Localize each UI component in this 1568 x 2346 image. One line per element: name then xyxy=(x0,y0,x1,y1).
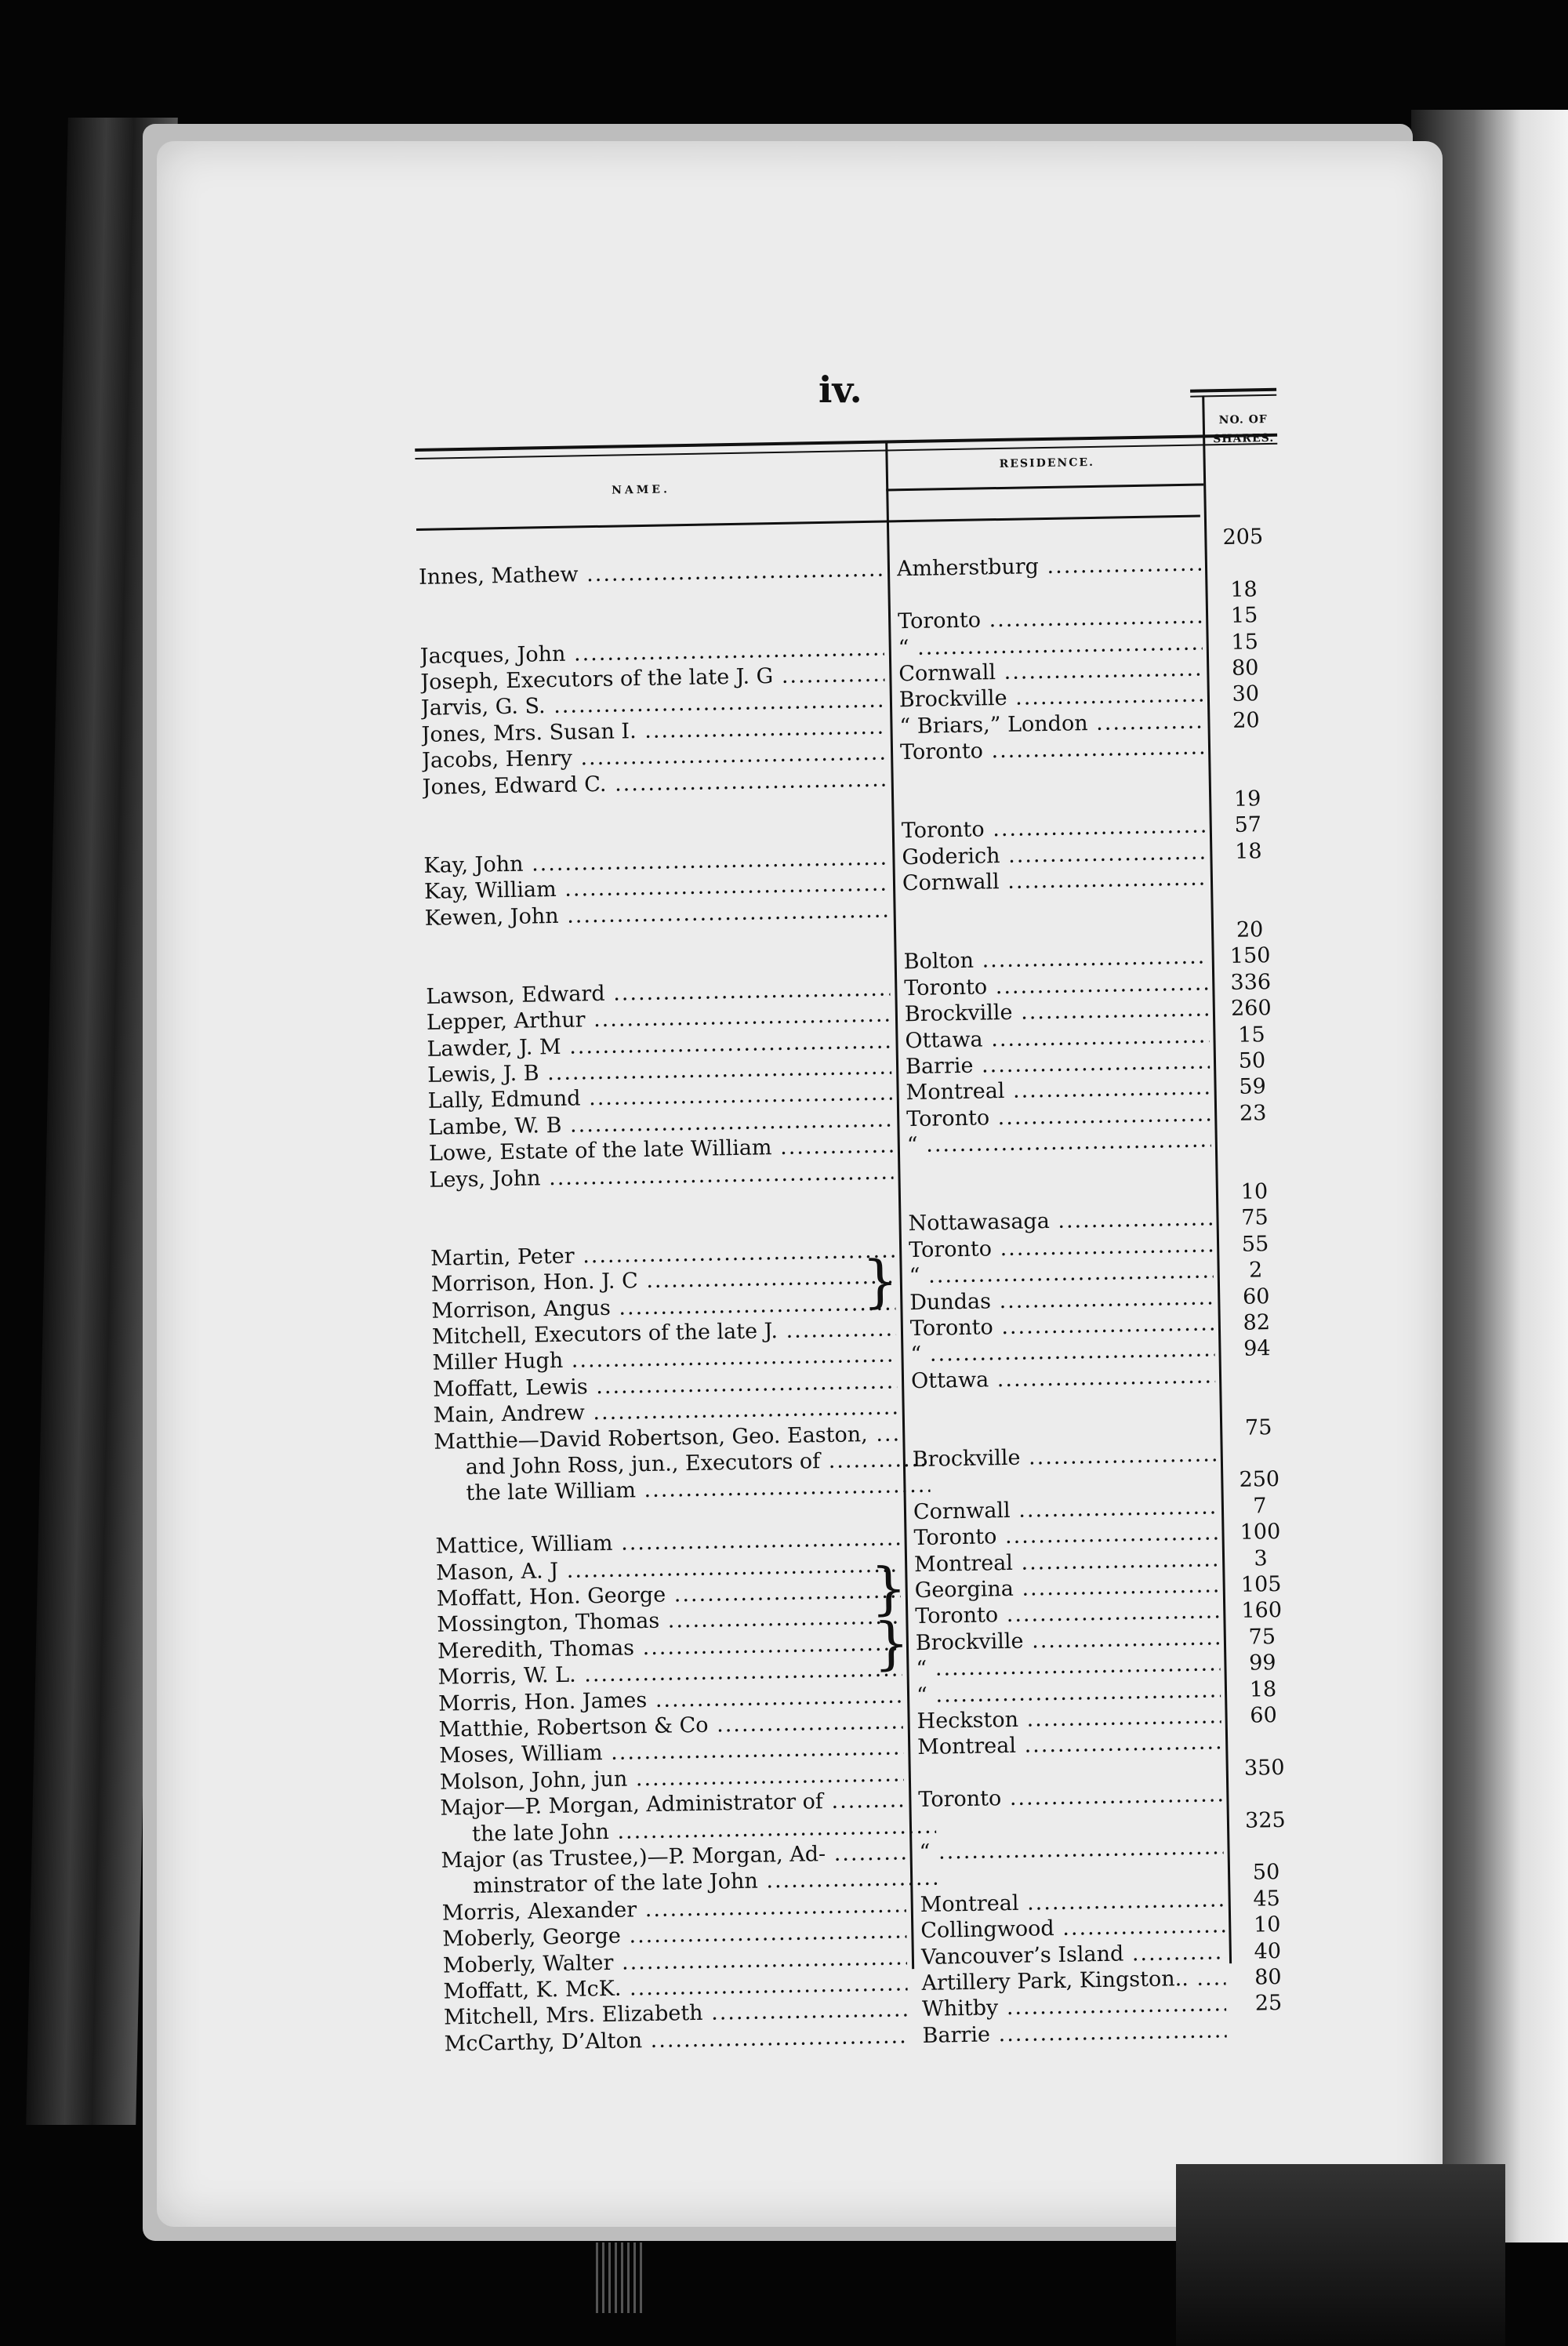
residence: Whitby ..... xyxy=(922,1992,1226,2023)
share-count: 18 xyxy=(1234,839,1262,864)
residence: Georgina ..... xyxy=(914,1573,1218,1603)
shareholder-name: Kay, William ..... xyxy=(424,872,888,905)
residence: Montreal ..... xyxy=(917,1730,1221,1761)
shareholder-name: Moses, William ..... xyxy=(439,1736,903,1769)
residence: Nottawasaga ..... xyxy=(908,1207,1212,1237)
shareholder-name: Lambe, W. B ..... xyxy=(428,1107,892,1140)
share-count: 325 xyxy=(1244,1807,1286,1833)
shareholder-name: Morrison, Hon. J. C ..... xyxy=(431,1265,895,1298)
shareholder-name: Morrison, Angus ..... xyxy=(431,1291,895,1324)
share-count: 10 xyxy=(1240,1179,1269,1204)
residence: Brockville ..... xyxy=(905,997,1209,1028)
share-count: 19 xyxy=(1233,786,1261,812)
shareholder-name: Kay, John ..... xyxy=(423,845,887,878)
shareholder-name: Mitchell, Executors of the late J. ..... xyxy=(432,1316,896,1349)
shareholder-name: Morris, W. L. ..... xyxy=(437,1658,902,1690)
share-count: 55 xyxy=(1241,1231,1269,1257)
residence: Toronto ..... xyxy=(910,1311,1214,1342)
shareholder-name: Martin, Peter ..... xyxy=(430,1238,895,1271)
shareholder-name: Lepper, Arthur ..... xyxy=(426,1003,891,1036)
share-count: 205 xyxy=(1222,525,1264,550)
share-count: 80 xyxy=(1231,656,1259,681)
header-shares-line2: SHARES. xyxy=(1213,431,1275,446)
brace-matthie: } xyxy=(862,1247,899,1315)
shareholder-name: Morris, Hon. James ..... xyxy=(438,1683,902,1716)
header-name: NAME. xyxy=(612,483,671,497)
shareholder-name: Molson, John, jun ..... xyxy=(440,1762,904,1795)
share-count: 75 xyxy=(1241,1205,1269,1231)
residence: “ ..... xyxy=(909,1259,1213,1290)
shareholder-name: Innes, Mathew ..... xyxy=(419,557,883,590)
shareholder-name: Kewen, John ..... xyxy=(424,898,888,931)
share-count xyxy=(1214,865,1283,866)
residence: Toronto ..... xyxy=(902,814,1206,844)
residence: Artillery Park, Kingston.. ..... xyxy=(921,1966,1225,1996)
residence: Barrie ..... xyxy=(906,1049,1210,1080)
share-count: 150 xyxy=(1229,943,1271,969)
shareholder-name: minstrator of the late John ..... xyxy=(441,1866,937,1900)
shareholder-name: Leys, John ..... xyxy=(429,1160,893,1193)
header-shares xyxy=(1208,410,1279,449)
share-count: 20 xyxy=(1236,917,1264,942)
shareholder-name: Jacobs, Henry ..... xyxy=(422,741,886,774)
shareholder-name: Mason, A. J ..... xyxy=(436,1552,900,1585)
share-count xyxy=(1224,1441,1293,1443)
share-count: 20 xyxy=(1232,708,1260,733)
scan-shadow-bottom xyxy=(1176,2164,1505,2346)
share-count xyxy=(1229,1729,1298,1730)
residence: Cornwall ..... xyxy=(913,1494,1218,1525)
shareholder-name: Moffatt, Lewis ..... xyxy=(433,1369,897,1402)
residence: Toronto ..... xyxy=(900,735,1204,766)
shareholder-name: Lawder, J. M ..... xyxy=(426,1029,891,1062)
share-count: 59 xyxy=(1239,1074,1267,1100)
share-count: 260 xyxy=(1230,996,1272,1022)
share-count: 18 xyxy=(1230,577,1258,602)
shareholder-name: Joseph, Executors of the late J. G ..... xyxy=(420,663,884,695)
shareholder-name: Main, Andrew ..... xyxy=(433,1396,897,1429)
residence: Brockville ..... xyxy=(913,1442,1217,1473)
residence: Goderich ..... xyxy=(902,840,1206,870)
shareholder-name: and John Ross, jun., Executors of ..... xyxy=(434,1447,930,1481)
share-count: 75 xyxy=(1248,1624,1276,1650)
share-count xyxy=(1218,1127,1287,1128)
residence: Montreal ..... xyxy=(920,1887,1224,1918)
residence: Brockville ..... xyxy=(899,683,1203,714)
shareholder-name: Moberly, Walter ..... xyxy=(443,1945,907,1978)
shareholder-name xyxy=(418,532,882,539)
share-count: 60 xyxy=(1242,1284,1270,1309)
share-count xyxy=(1223,1362,1292,1364)
brace-major-trustee: } xyxy=(873,1610,910,1677)
shareholder-table xyxy=(414,379,1304,2057)
table-top-rule xyxy=(415,434,1277,459)
page-number: iv. xyxy=(818,369,862,411)
residence: Collingwood ..... xyxy=(920,1913,1225,1944)
shareholder-name: Mossington, Thomas ..... xyxy=(437,1605,901,1638)
brace-major-admin: } xyxy=(869,1555,908,1622)
shareholder-name: Lowe, Estate of the late William ..... xyxy=(429,1134,893,1167)
share-count xyxy=(1212,760,1281,761)
residence: Toronto ..... xyxy=(913,1521,1218,1552)
residence: “ ..... xyxy=(907,1128,1211,1159)
residence: Brockville ..... xyxy=(916,1625,1220,1656)
share-count: 99 xyxy=(1248,1651,1276,1676)
shareholder-name: the late John ..... xyxy=(441,1814,936,1847)
shareholder-name: Lawson, Edward ..... xyxy=(426,976,890,1009)
residence: “ ..... xyxy=(916,1651,1220,1682)
shareholder-name: Moberly, George ..... xyxy=(442,1919,906,1952)
residence: Dundas ..... xyxy=(909,1285,1214,1316)
residence: Bolton ..... xyxy=(903,945,1207,975)
share-count xyxy=(1212,734,1281,735)
share-count: 50 xyxy=(1238,1048,1266,1073)
share-count: 23 xyxy=(1239,1100,1267,1126)
residence: Toronto ..... xyxy=(915,1600,1219,1630)
residence: Montreal ..... xyxy=(906,1076,1210,1106)
header-shares-line1: NO. OF xyxy=(1218,413,1268,427)
residence: Toronto ..... xyxy=(904,971,1208,1001)
residence: Toronto ..... xyxy=(906,1102,1210,1132)
share-count: 105 xyxy=(1240,1571,1282,1597)
share-count: 45 xyxy=(1253,1886,1281,1912)
shareholder-name: Major—P. Morgan, Administrator of ..... xyxy=(440,1789,904,1821)
header-residence: RESIDENCE. xyxy=(999,456,1095,470)
share-count: 25 xyxy=(1254,1991,1283,2016)
residence-header-rule xyxy=(886,483,1203,491)
share-count: 250 xyxy=(1239,1467,1280,1493)
share-count: 10 xyxy=(1253,1912,1281,1937)
shareholder-name: Jarvis, G. S. ..... xyxy=(421,688,885,721)
residence: Toronto ..... xyxy=(898,605,1202,635)
shareholder-name: Lally, Edmund ..... xyxy=(427,1081,891,1114)
residence xyxy=(896,526,1200,532)
share-count: 80 xyxy=(1254,1964,1282,1990)
residence: Barrie ..... xyxy=(922,2018,1226,2049)
share-count: 50 xyxy=(1252,1860,1280,1886)
share-count: 160 xyxy=(1241,1598,1283,1624)
residence: Vancouver’s Island ..... xyxy=(921,1940,1225,1970)
share-count: 60 xyxy=(1250,1703,1278,1728)
share-count: 94 xyxy=(1243,1336,1271,1362)
shareholder-name: Jacques, John ..... xyxy=(420,636,884,669)
shareholder-name: Meredith, Thomas ..... xyxy=(437,1631,902,1664)
share-count xyxy=(1214,891,1283,892)
shareholder-name: Mitchell, Mrs. Elizabeth ..... xyxy=(444,1998,908,2031)
shareholder-name: Mattice, William ..... xyxy=(435,1527,899,1560)
residence: Ottawa ..... xyxy=(905,1023,1209,1054)
residence: Toronto ..... xyxy=(909,1233,1213,1263)
residence: “ Briars,” London ..... xyxy=(899,709,1203,739)
residence: Cornwall ..... xyxy=(898,656,1203,687)
residence: “ ..... xyxy=(919,1835,1223,1865)
residence: “ ..... xyxy=(898,630,1202,661)
residence: Toronto ..... xyxy=(918,1782,1222,1813)
share-count: 30 xyxy=(1232,681,1260,707)
shareholder-name: Moffatt, K. McK. ..... xyxy=(443,1971,907,2004)
shareholder-name: Matthie, Robertson & Co ..... xyxy=(438,1709,902,1742)
share-count: 75 xyxy=(1244,1414,1272,1440)
residence: “ ..... xyxy=(916,1678,1221,1709)
share-count: 15 xyxy=(1230,603,1258,629)
share-count: 82 xyxy=(1243,1310,1271,1335)
share-count: 3 xyxy=(1254,1545,1268,1571)
share-count: 7 xyxy=(1253,1494,1267,1519)
share-count: 15 xyxy=(1231,629,1259,655)
shareholder-name: Moffatt, Hon. George ..... xyxy=(437,1578,901,1611)
binding-thread xyxy=(596,2242,643,2313)
shareholder-name: McCarthy, D’Alton ..... xyxy=(444,2024,908,2057)
residence: “ ..... xyxy=(910,1338,1214,1368)
residence: Cornwall ..... xyxy=(902,866,1207,897)
shareholder-name: the late William ..... xyxy=(434,1473,930,1507)
share-count xyxy=(1231,1834,1300,1836)
share-count: 40 xyxy=(1254,1938,1282,1964)
shareholder-name: Miller Hugh ..... xyxy=(432,1343,896,1376)
share-count xyxy=(1230,1781,1299,1783)
share-count: 100 xyxy=(1240,1520,1281,1545)
share-count: 350 xyxy=(1243,1755,1285,1781)
shareholder-name: Major (as Trustee,)—P. Morgan, Ad- ..... xyxy=(441,1840,905,1873)
share-count: 57 xyxy=(1234,812,1262,838)
share-count: 2 xyxy=(1248,1258,1263,1283)
residence: Heckston ..... xyxy=(916,1704,1221,1734)
shareholder-name: Jones, Mrs. Susan I. ..... xyxy=(421,714,885,747)
share-count xyxy=(1219,1153,1288,1154)
share-count: 336 xyxy=(1230,969,1272,995)
shareholder-name: Jones, Edward C. ..... xyxy=(422,767,886,800)
residence: Ottawa ..... xyxy=(911,1364,1215,1394)
shareholder-name: Morris, Alexander ..... xyxy=(442,1893,906,1926)
residence: Amherstburg ..... xyxy=(897,552,1201,583)
share-count xyxy=(1223,1389,1292,1390)
shareholder-name: Matthie—David Robertson, Geo. Easton, ..... xyxy=(434,1422,898,1454)
share-count: 15 xyxy=(1237,1022,1265,1048)
share-count xyxy=(1209,550,1278,552)
residence: Montreal ..... xyxy=(914,1547,1218,1578)
share-count: 18 xyxy=(1249,1676,1277,1702)
shareholder-name: Lewis, J. B ..... xyxy=(427,1055,891,1088)
